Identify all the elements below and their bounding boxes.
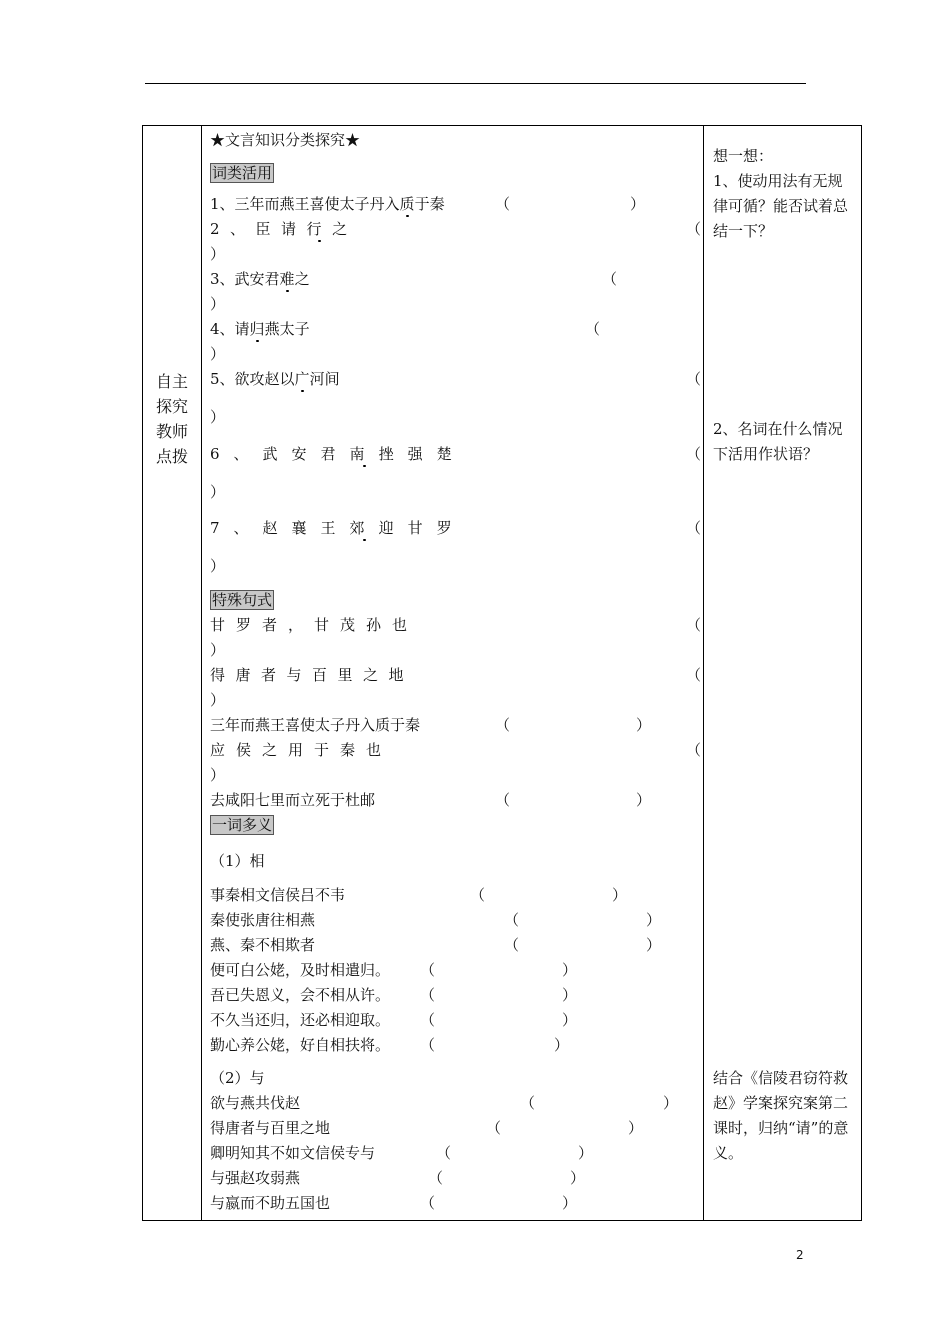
top-rule — [145, 83, 806, 84]
subsection-yu: （2）与 — [210, 1069, 265, 1087]
yu-item: 卿明知其不如文信侯专与 — [210, 1144, 376, 1162]
paren-open: （ — [428, 1169, 444, 1187]
paren-open: （ — [585, 320, 601, 338]
left-label — [143, 369, 201, 469]
paren-open: （ — [436, 1144, 452, 1162]
left-label-line: 教师 — [155, 422, 188, 441]
jushi-item: 应侯之用于秦也 — [210, 741, 393, 759]
paren-close: ） — [210, 557, 226, 575]
item-text: 迎甘罗 — [378, 519, 466, 537]
paren-open: （ — [504, 911, 520, 929]
paren-close: ） — [562, 961, 578, 979]
item-text: 4、请 — [210, 320, 250, 338]
paren-close: ） — [612, 886, 628, 904]
question-2: 2、名词在什么情况下活用作状语？ — [713, 420, 843, 463]
huolei-item-1 — [210, 194, 445, 214]
paren-open: （ — [486, 1119, 502, 1137]
yu-item: 与嬴而不助五国也 — [210, 1194, 331, 1212]
paren-open: （ — [520, 1094, 536, 1112]
dotted-char: 归 — [249, 320, 265, 338]
item-text: 3、武安君 — [210, 270, 280, 288]
item-text: 挫强楚 — [378, 445, 466, 463]
paren-open: （ — [686, 616, 702, 634]
huolei-item-6 — [210, 444, 466, 464]
paren-open: （ — [686, 666, 702, 684]
left-label-line: 点拨 — [155, 447, 188, 466]
paren-open: （ — [602, 270, 618, 288]
question-1: 1、使动用法有无规律可循？能否试着总结一下？ — [713, 172, 849, 240]
paren-close: ） — [210, 691, 226, 709]
section-title-jushi — [210, 590, 274, 610]
paren-close: ） — [210, 245, 226, 263]
item-text: 于秦 — [414, 195, 445, 213]
paren-open: （ — [686, 445, 702, 463]
item-text: 之 — [294, 270, 310, 288]
paren-close: ） — [636, 791, 652, 809]
paren-close: ） — [578, 1144, 594, 1162]
think-title: 想一想： — [713, 147, 774, 165]
paren-close: ） — [562, 986, 578, 1004]
jushi-item: 去咸阳七里而立死于杜邮 — [210, 791, 376, 809]
section-label: 特殊句式 — [212, 591, 273, 609]
paren-open: （ — [504, 936, 520, 954]
notes-column — [704, 126, 862, 1221]
paren-close: ） — [210, 483, 226, 501]
paren-close: ） — [562, 1011, 578, 1029]
paren-open: （ — [495, 195, 511, 213]
paren-close: ） — [210, 295, 226, 313]
left-column — [143, 126, 202, 1221]
jushi-item: 三年而燕王喜使太子丹入质于秦 — [210, 716, 421, 734]
paren-close: ） — [210, 345, 226, 363]
xiang-item: 事秦相文信侯吕不韦 — [210, 886, 346, 904]
paren-open: （ — [686, 220, 702, 238]
huolei-item-3 — [210, 269, 310, 289]
dotted-char: 郊 — [349, 519, 379, 537]
paren-close: ） — [630, 195, 646, 213]
item-text: 1、三年而燕王喜使太子丹入 — [210, 195, 400, 213]
xiang-item: 燕、秦不相欺者 — [210, 936, 316, 954]
left-label-line: 探究 — [155, 397, 188, 416]
paren-close: ） — [636, 716, 652, 734]
item-text: 之 — [332, 220, 358, 238]
yu-item: 欲与燕共伐赵 — [210, 1094, 301, 1112]
page-number: 2 — [796, 1248, 804, 1262]
paren-open: （ — [470, 886, 486, 904]
item-text: 5、欲攻赵以 — [210, 370, 295, 388]
subsection-xiang: （1）相 — [210, 852, 265, 870]
item-text: 2、臣请 — [210, 220, 307, 238]
paren-close: ） — [210, 766, 226, 784]
item-text: 燕太子 — [264, 320, 310, 338]
section-title-huolei — [210, 163, 274, 183]
yu-item: 与强赵攻弱燕 — [210, 1169, 301, 1187]
item-text: 7、赵襄王 — [210, 519, 350, 537]
section-heading: ★文言知识分类探究★ — [210, 131, 361, 149]
paren-open: （ — [495, 716, 511, 734]
review-note: 结合《信陵君窃符救赵》学案探究案第二课时，归纳“请”的意义。 — [713, 1069, 849, 1162]
paren-close: ） — [663, 1094, 679, 1112]
item-text: 河间 — [309, 370, 340, 388]
huolei-item-5 — [210, 369, 340, 389]
lesson-table — [142, 125, 862, 1221]
dotted-char: 行 — [306, 220, 333, 238]
paren-open: （ — [420, 1194, 436, 1212]
jushi-item: 得唐者与百里之地 — [210, 666, 415, 684]
left-label-line: 自主 — [155, 372, 188, 391]
yu-item: 得唐者与百里之地 — [210, 1119, 331, 1137]
item-text: 6、武安君 — [210, 445, 350, 463]
paren-open: （ — [686, 370, 702, 388]
xiang-item: 吾已失恩义，会不相从许。 — [210, 986, 391, 1004]
content-column — [202, 126, 704, 1221]
section-title-duoyi — [210, 815, 274, 835]
xiang-item: 便可白公姥，及时相遣归。 — [210, 961, 391, 979]
section-label: 一词多义 — [212, 816, 273, 834]
paren-open: （ — [420, 961, 436, 979]
paren-close: ） — [210, 641, 226, 659]
paren-close: ） — [570, 1169, 586, 1187]
paren-open: （ — [686, 741, 702, 759]
jushi-item: 甘罗者，甘茂孙也 — [210, 616, 419, 634]
dotted-char: 难 — [279, 270, 295, 288]
paren-close: ） — [646, 936, 662, 954]
paren-close: ） — [646, 911, 662, 929]
paren-open: （ — [495, 791, 511, 809]
dotted-char: 广 — [294, 370, 310, 388]
dotted-char: 南 — [349, 445, 379, 463]
paren-open: （ — [420, 986, 436, 1004]
paren-open: （ — [420, 1011, 436, 1029]
huolei-item-2 — [210, 219, 358, 239]
paren-close: ） — [210, 408, 226, 426]
paren-close: ） — [554, 1036, 570, 1054]
huolei-item-4 — [210, 319, 310, 339]
xiang-item: 不久当还归，还必相迎取。 — [210, 1011, 391, 1029]
section-label: 词类活用 — [212, 164, 273, 182]
xiang-item: 秦使张唐往相燕 — [210, 911, 316, 929]
xiang-item: 勤心养公姥，好自相扶将。 — [210, 1036, 391, 1054]
huolei-item-7 — [210, 518, 466, 538]
paren-close: ） — [628, 1119, 644, 1137]
paren-open: （ — [420, 1036, 436, 1054]
paren-open: （ — [686, 519, 702, 537]
dotted-char: 质 — [399, 195, 415, 213]
paren-close: ） — [562, 1194, 578, 1212]
